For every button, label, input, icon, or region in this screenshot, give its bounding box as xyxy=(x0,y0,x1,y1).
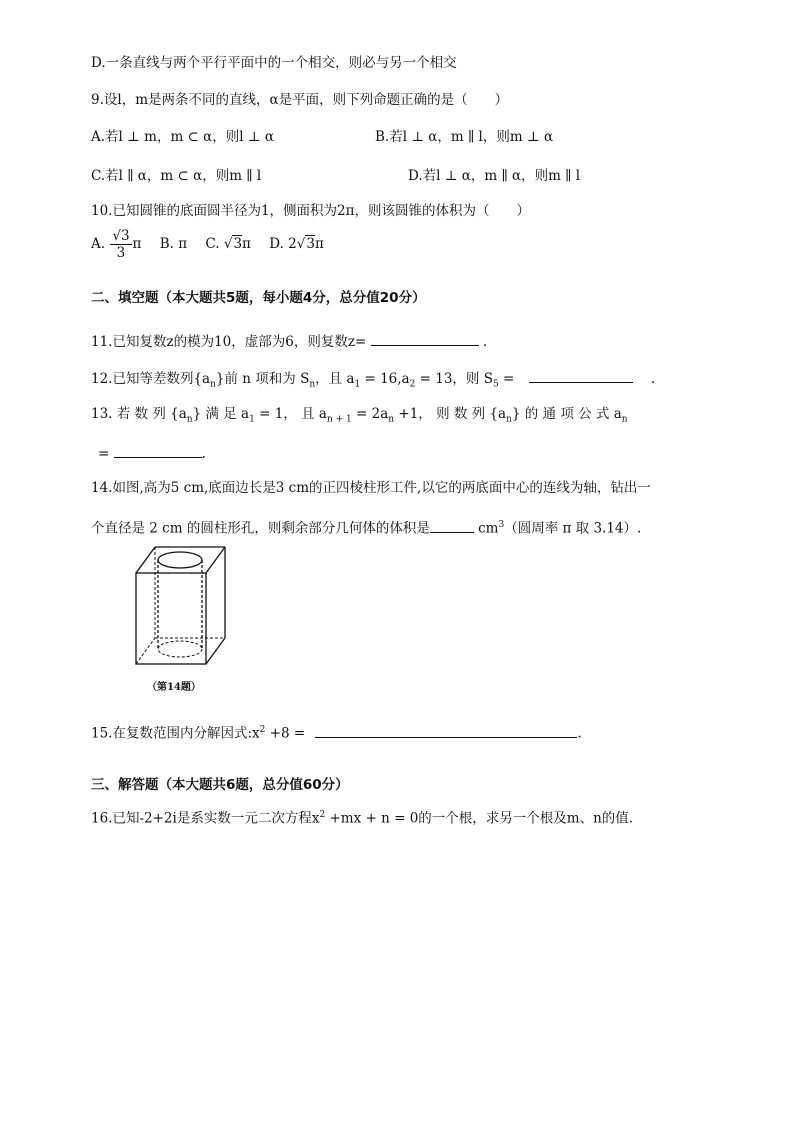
q14-answer-blank[interactable] xyxy=(430,518,474,533)
q10-option-c: C. √3π xyxy=(205,236,251,252)
question-13: 13. 若 数 列 $\{a_n\}$ 满 足 $a_1 = 1$， 且 $a_{n + 1} = 2a_n +1$， 则 数 列 $\{a_n\}$ 的 通 项 公 式 $a_n$ xyxy=(91,406,628,425)
q10-option-b: B. π xyxy=(159,236,188,252)
q10-option-a: A. $\frac{√3}{3}$ π xyxy=(91,228,142,261)
q12-answer-blank[interactable] xyxy=(529,368,633,383)
q10-options xyxy=(91,228,324,261)
question-11: 11.已知复数z的模为10，虚部为6，则复数z= . xyxy=(91,331,487,351)
section-2-heading: 二、填空题（本大题共5题，每小题4分，总分值20分） xyxy=(91,290,426,306)
question-15: 15.在复数范围内分解因式$:x^2 +8$ = . xyxy=(91,721,582,743)
top-hole-ellipse xyxy=(158,552,202,568)
q9-option-d: D.若l ⊥ α，m ∥ α，则m ∥ l xyxy=(408,168,581,184)
q9-option-b: B.若l ⊥ α，m ∥ l，则m ⊥ α xyxy=(375,129,554,145)
q10a-fraction: $\frac{√3}{3}$ xyxy=(112,228,130,261)
q15-answer-blank[interactable] xyxy=(315,723,577,738)
q10-option-d: D. 2√3π xyxy=(269,236,324,252)
q11-answer-blank[interactable] xyxy=(371,331,479,346)
section-3-heading: 三、解答题（本大题共6题，总分值60分） xyxy=(91,777,349,793)
question-14-line1: 14.如图,高为5 cm,底面边长是3 cm的正四棱柱形工件,以它的两底面中心的连线为轴，钻出一 xyxy=(91,480,651,496)
question-9: 9.设l，m是两条不同的直线，α是平面，则下列命题正确的是（ ） xyxy=(91,92,509,108)
prism-with-cylinder-hole-figure xyxy=(130,543,230,693)
question-10: 10.已知圆锥的底面圆半径为1，侧面积为2π，则该圆锥的体积为（ ） xyxy=(91,203,531,219)
q8-option-d: D.一条直线与两个平行平面中的一个相交，则必与另一个相交 xyxy=(91,55,457,71)
question-13-line2: = . xyxy=(98,443,206,463)
q9-option-a: A.若l ⊥ m，m ⊂ α，则l ⊥ α xyxy=(91,129,274,145)
q13-answer-blank[interactable] xyxy=(114,443,202,458)
question-12: 12.已知等差数列$\{a_n\}$前 n 项和为 $S_n$，且 $a_1 = 16,a_2 = 13$，则 $S_5$ = . xyxy=(91,368,655,394)
question-16: 16.已知-2+2i是系实数一元二次方程$x^2 +mx + n = 0$的一个根，求另一个根及m、n的值. xyxy=(91,810,634,827)
figure-caption: （第14题） xyxy=(147,682,201,693)
question-14-line2: 个直径是 2 cm 的圆柱形孔，则剩余部分几何体的体积是 $cm^3$（圆周率 π 取 3.14）. xyxy=(91,516,641,538)
q9-option-c: C.若l ∥ α，m ⊂ α，则m ∥ l xyxy=(91,168,262,184)
bottom-hole-ellipse xyxy=(158,641,202,657)
